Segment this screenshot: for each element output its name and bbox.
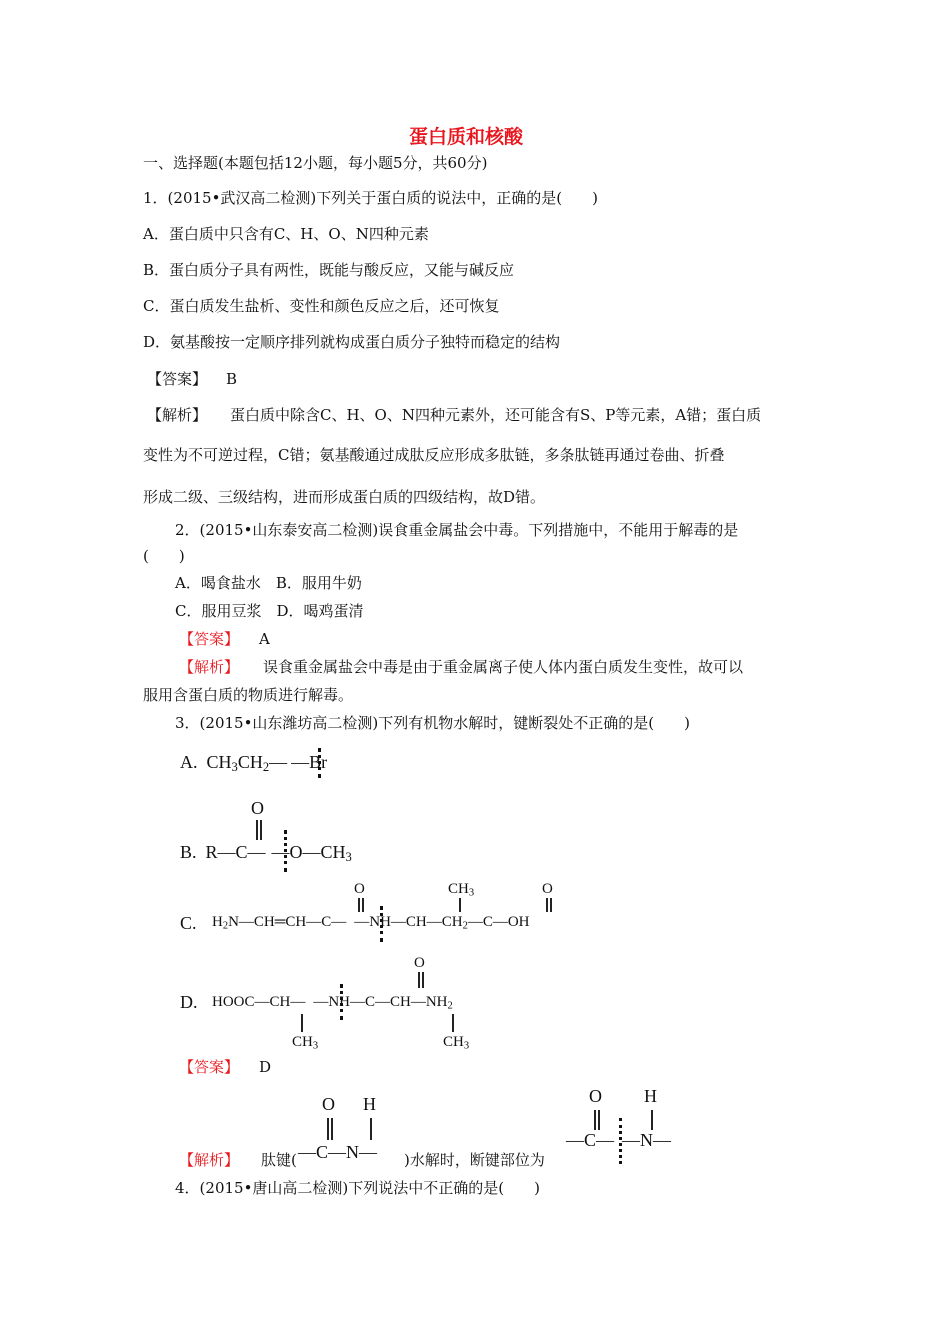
- q2-stem-line-2: ( ): [143, 547, 185, 565]
- q2-analysis-line-2: 服用含蛋白质的物质进行解毒。: [143, 686, 354, 704]
- q1-option-a: A．蛋白质中只含有C、H、O、N四种元素: [143, 225, 429, 243]
- q2-analysis-label: 【解析】: [179, 658, 240, 676]
- q1-stem: 1．(2015•武汉高二检测)下列关于蛋白质的说法中，正确的是( ): [143, 189, 598, 207]
- q1-analysis-line-1: 蛋白质中除含C、H、O、N四种元素外，还可能含有S、P等元素，A错；蛋白质: [230, 406, 762, 424]
- q2-answer: A: [259, 630, 270, 648]
- q3-answer-label: 【答案】: [179, 1058, 240, 1076]
- q2-answer-label: 【答案】: [179, 630, 240, 648]
- q4-stem: 4．(2015•唐山高二检测)下列说法中不正确的是( ): [175, 1179, 540, 1197]
- page-title: 蛋白质和核酸: [409, 126, 524, 148]
- q2-options-row-2: C．服用豆浆 D．喝鸡蛋清: [175, 602, 364, 620]
- section-heading: 一、选择题(本题包括12小题，每小题5分，共60分): [143, 154, 488, 172]
- q1-option-b: B．蛋白质分子具有两性，既能与酸反应，又能与碱反应: [143, 261, 515, 279]
- q1-option-d: D．氨基酸按一定顺序排列就构成蛋白质分子独特而稳定的结构: [143, 333, 561, 351]
- q1-analysis-line-2: 变性为不可逆过程，C错；氨基酸通过成肽反应形成多肽链，多条肽链再通过卷曲、折叠: [143, 446, 725, 464]
- q3-analysis-pre: 肽键(: [261, 1151, 297, 1169]
- q1-analysis-line-3: 形成二级、三级结构，进而形成蛋白质的四级结构，故D错。: [143, 488, 546, 506]
- q1-option-c: C．蛋白质发生盐析、变性和颜色反应之后，还可恢复: [143, 297, 500, 315]
- q2-analysis-line-1: 误食重金属盐会中毒是由于重金属离子使人体内蛋白质发生变性，故可以: [263, 658, 744, 676]
- q1-analysis-label: 【解析】: [147, 406, 208, 424]
- q2-stem-line-1: 2．(2015•山东泰安高二检测)误食重金属盐会中毒。下列措施中，不能用于解毒的是: [175, 521, 739, 539]
- q2-options-row-1: A．喝食盐水 B．服用牛奶: [175, 574, 362, 592]
- q3-stem: 3．(2015•山东潍坊高二检测)下列有机物水解时，键断裂处不正确的是( ): [175, 714, 690, 732]
- q3-answer: D: [259, 1058, 272, 1076]
- q3-analysis-post: )水解时，断键部位为: [404, 1151, 545, 1169]
- q1-answer-label: 【答案】: [147, 370, 208, 388]
- q1-answer: B: [226, 370, 238, 388]
- q3-analysis-label: 【解析】: [179, 1151, 240, 1169]
